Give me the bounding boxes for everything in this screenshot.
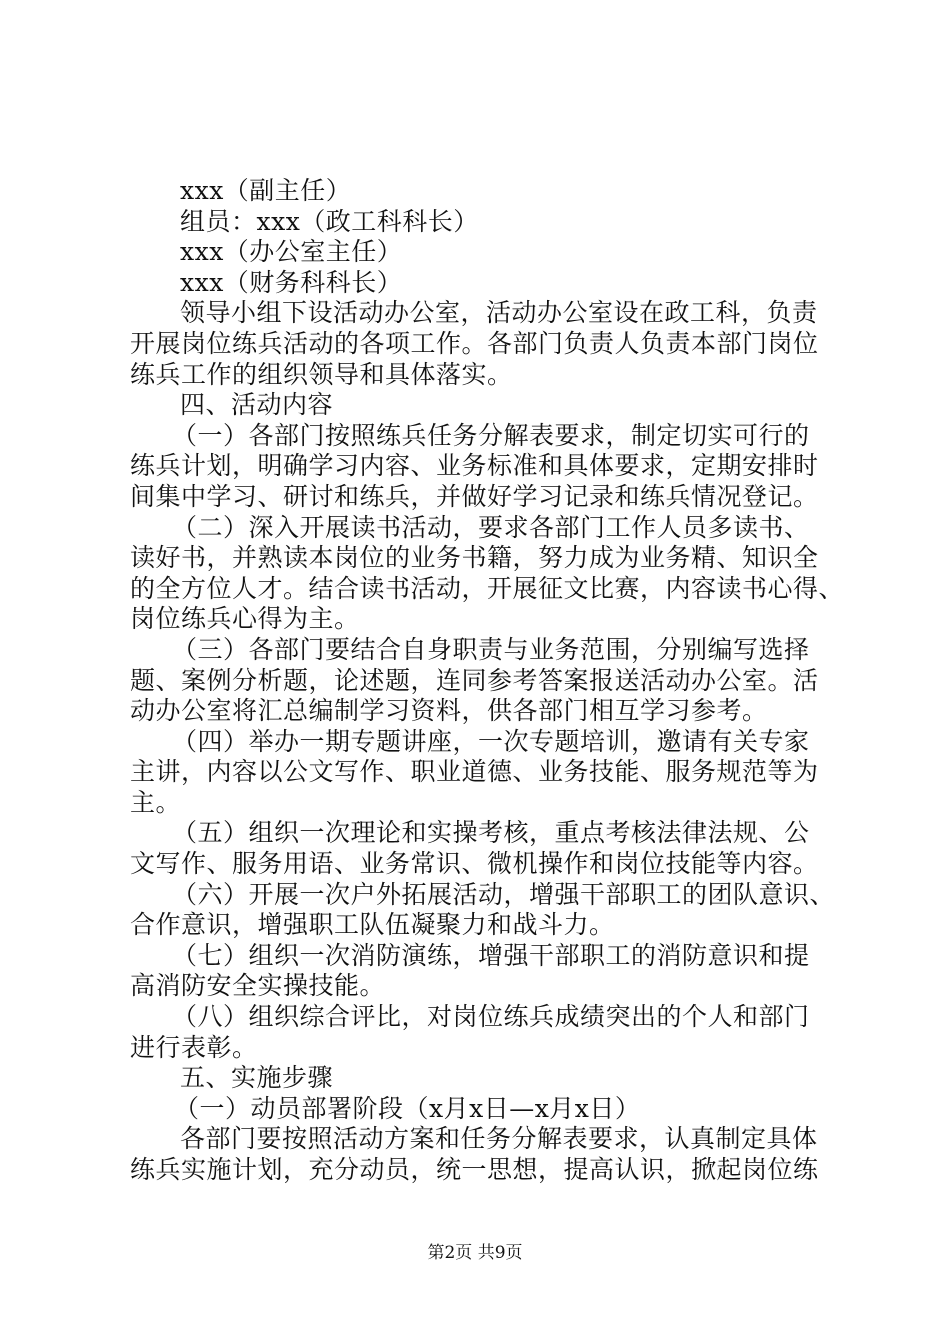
text-line: 主讲，内容以公文写作、职业道德、业务技能、服务规范等为 (130, 757, 819, 787)
text-line: （一）动员部署阶段（x月x日—x月x日） (174, 1093, 641, 1123)
text-line: 间集中学习、研讨和练兵，并做好学习记录和练兵情况登记。 (130, 481, 819, 511)
text-line: 文写作、服务用语、业务常识、微机操作和岗位技能等内容。 (130, 849, 819, 879)
text-line: （七）组织一次消防演练，增强干部职工的消防意识和提 (172, 940, 810, 970)
text-line: 开展岗位练兵活动的各项工作。各部门负责人负责本部门岗位 (130, 328, 819, 358)
text-line: （二）深入开展读书活动，要求各部门工作人员多读书、 (172, 512, 810, 542)
text-line: （四）举办一期专题讲座，一次专题培训，邀请有关专家 (172, 726, 810, 756)
text-line: （六）开展一次户外拓展活动，增强干部职工的团队意识、 (172, 879, 836, 909)
page-footer: 第2页 共9页 (427, 1243, 523, 1263)
text-line: 领导小组下设活动办公室，活动办公室设在政工科，负责 (180, 298, 818, 328)
text-line: 组员：xxx（政工科科长） (180, 206, 479, 236)
text-line: 练兵工作的组织领导和具体落实。 (130, 359, 513, 389)
text-line: 岗位练兵心得为主。 (130, 604, 360, 634)
text-line: xxx（副主任） (180, 176, 352, 205)
text-line: 读好书，并熟读本岗位的业务书籍，努力成为业务精、知识全 (130, 543, 819, 573)
document-body (130, 176, 845, 1186)
text-line: 练兵实施计划，充分动员，统一思想，提高认识，掀起岗位练 (130, 1155, 819, 1184)
section-heading: 四、活动内容 (180, 390, 334, 420)
text-line: 合作意识，增强职工队伍凝聚力和战斗力。 (130, 910, 615, 940)
text-line: （一）各部门按照练兵任务分解表要求，制定切实可行的 (172, 420, 810, 450)
text-line: 题、案例分析题，论述题，连同参考答案报送活动办公室。活 (130, 665, 819, 695)
text-line: 的全方位人才。结合读书活动，开展征文比赛，内容读书心得、 (130, 573, 845, 603)
text-line: 高消防安全实操技能。 (130, 971, 386, 1001)
text-line: 练兵计划，明确学习内容、业务标准和具体要求，定期安排时 (130, 451, 819, 481)
text-line: xxx（办公室主任） (180, 237, 403, 267)
section-heading: 五、实施步骤 (180, 1063, 334, 1093)
text-line: xxx（财务科科长） (180, 267, 403, 297)
text-line: （八）组织综合评比，对岗位练兵成绩突出的个人和部门 (172, 1002, 810, 1032)
text-line: （五）组织一次理论和实操考核，重点考核法律法规、公 (172, 818, 810, 848)
text-line: （三）各部门要结合自身职责与业务范围，分别编写选择 (172, 634, 810, 664)
text-line: 各部门要按照活动方案和任务分解表要求，认真制定具体 (180, 1124, 818, 1154)
text-line: 进行表彰。 (130, 1032, 258, 1062)
text-line: 动办公室将汇总编制学习资料，供各部门相互学习参考。 (130, 696, 768, 726)
text-line: 主。 (130, 787, 182, 817)
